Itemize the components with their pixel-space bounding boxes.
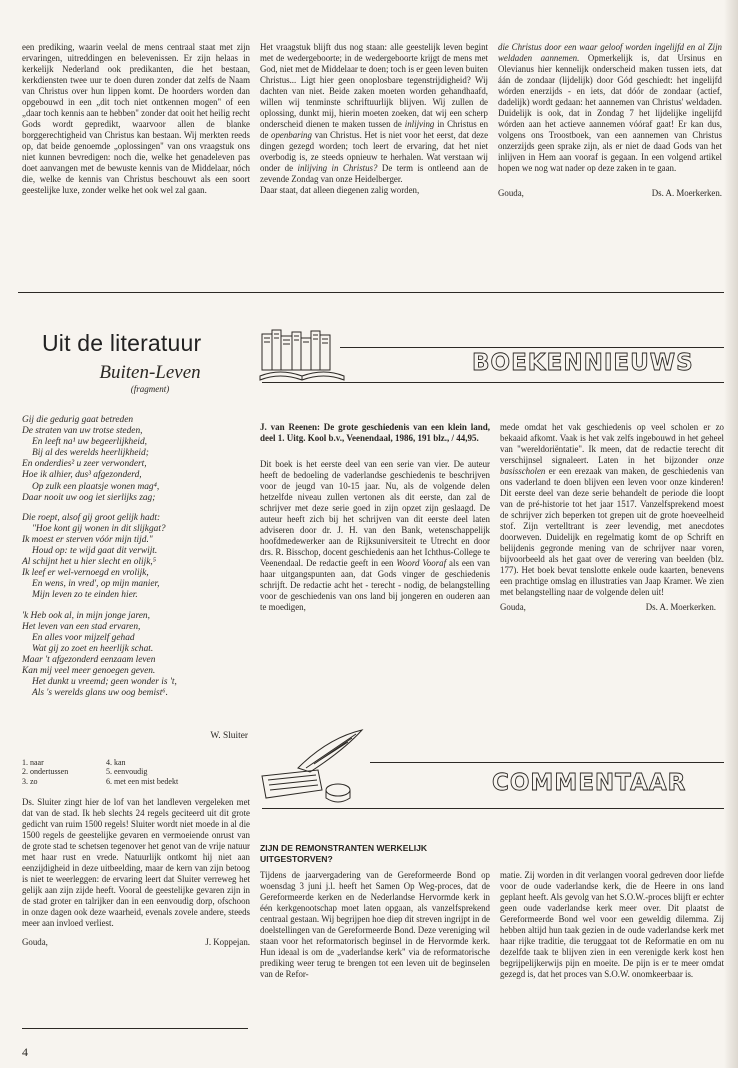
literature-signature bbox=[22, 937, 250, 948]
article-text-2b: Daar staat, dat alleen diegenen zalig worden, bbox=[260, 185, 420, 195]
article-column-2 bbox=[260, 42, 488, 196]
article-column-3 bbox=[498, 42, 722, 199]
poem bbox=[22, 415, 252, 699]
poem-stanza-2: Die roept, alsof gij groot gelijk hadt: "Hoe kont gij wonen in dit slijkgat? Ik moest er sterven vóór mijn tijd." Houd op: te wijd gaat dit verwijt. Al schijnt het u hier slecht en olijk,⁵ Ik leef er wel-vernoegd en vrolijk, En wens, in vred', op mijn manier, Mijn leven zo te einden hier. bbox=[22, 512, 166, 601]
books-banner-line bbox=[262, 382, 725, 383]
article-column-1 bbox=[22, 42, 250, 196]
comment-banner-title: COMMENTAAR bbox=[492, 770, 687, 796]
books-banner-line-top bbox=[340, 347, 725, 348]
poet-name: W. Sluiter bbox=[210, 731, 248, 741]
comment-text-2: matie. Zij worden in dit verlangen vooral gedreven door liefde voor de oude vaderlandse kerk, die de Heere in ons land geplant heeft. Als gevolg van het S.O.W.-proces blijft er echter geen oude vaderlandse kerk meer over. Dit plaatst de Gereformeerde Bond wel voor een geweldig dilemma. Zij hebben altijd hun taak gezien in de oude vaderlandse kerk met haar rijke traditie, die teruggaat tot de Reformatie en om nu dezelfde taak te blijven zien in een verenigde kerk kost hen begrijpelijkerwijs pijn en moeite. De pijn is er te meer omdat gezegd is, dat het proces van S.O.W. onomkeerbaar is. bbox=[500, 870, 724, 979]
article-signature bbox=[498, 188, 722, 199]
quill-illustration bbox=[258, 728, 368, 806]
book-review-text-2: mede omdat het vak geschiedenis op veel scholen er zo bekaaid afkomt. Vaak is het vak zelfs ingebouwd in het geheel van "wereldoriëntatie". Ik meen, dat de redactie terecht dit verschijnsel signaleert. Laten in het bijzonder onze basisscholen er een erezaak van maken, de geschiedenis van ons vaderland te doen blijven een leven voor onze kinderen! Dit eerste deel van deze serie behandelt de periode die loopt van de pré-historie tot het jaar 1517. Vanzelfsprekend moest de schrijver zich beperken tot grepen uit de grote hoeveelheid stof. Zijn vertelltrant is zeer levendig, met anecdotes doorweven. Duidelijk en regelmatig komt de op Schrift en belijdenis gegronde mening van de schrijver naar voren, bijvoorbeeld als het gaat over de verering van beelden (blz. 177). Het boek bevat tenslotte enkele oude kaarten, benevens een prachtige omslag en illustraties van Jaap Kramer. We zien met belangstelling naar de volgende delen uit! bbox=[500, 422, 725, 597]
book-review-column-1 bbox=[260, 459, 490, 613]
signature-place: Gouda, bbox=[500, 602, 526, 612]
page-edge-shadow bbox=[724, 0, 738, 1068]
book-review-column-2 bbox=[500, 422, 724, 613]
comment-text-1: Tijdens de jaarvergadering van de Gereformeerde Bond op woensdag 3 juni j.l. heeft het Samen Op Weg-proces, dat de Gereformeerde kerken en de Nederlandse Hervormde kerk in één kerkgenootschap moet laten opgaan, als vanzelfsprekend centraal gestaan. Wij begrijpen hoe diep dit streven ingrijpt in de doelstellingen van de Gereformeerde Bond. Deze vereniging wil staan voor het reformatorisch beginsel in de Hervormde kerk. Hun ideaal is om de „vaderlandse kerk" via de reformatorische prediking weer terug te brengen tot een leven uit de beginselen van de Refor- bbox=[260, 870, 490, 979]
literature-section-title: Uit de literatuur bbox=[42, 330, 202, 356]
book-review-text-1: Dit boek is het eerste deel van een serie van vier. De auteur heeft de bedoeling de vaderlandse geschiedenis te beschrijven voor de jeugd van 10-15 jaar. Nu, als de volgende delen hetzelfde niveau zullen vertonen als dit eerste, dan zal de schrijver met deze serie goed in zijn opzet zijn geslaagd. De auteur heeft zich bij het schrijven van dit eerste deel laten adviseren door dr. J. H. van den Bank, wetenschappelijk hoofdmedewerker aan de Rijksuniversiteit te Utrecht en door drs. R. Bisschop, docent geschiedenis aan het Ichthus-College te Veenendaal. De redactie geeft in een Woord Vooraf als een van haar uitgangspunten aan, dat Gods vinger de geschiedenis schrijft. De redactie acht het - terecht - nodig, de belangstelling voor de geschiedenis van ons land bij jongeren en ouderen aan te moedigen, bbox=[260, 459, 490, 612]
footnotes-right: 4. kan 5. eenvoudig 6. met een mist bedekt bbox=[106, 758, 179, 786]
literature-commentary-text: Ds. Sluiter zingt hier de lof van het landleven vergeleken met dat van de stad. Ik heb slechts 24 regels geciteerd uit dit grote gedicht van ruim 1500 regels! Sluiter wordt niet moede in al die 1500 regels de geestelijke gevaren en vermoeiende onrust van de grote stad te schetsen tegenover het genot van de vrije natuur met haar rust en vrede. Natuurlijk ontkomt hij niet aan eenzijdigheid in deze uitbeelding, maar de kern van zijn betoog is niet te weerleggen: de ervaring leert dat Sluiter verreweg het gelijk aan zijn zijde heeft. Vooral de geestelijke gevaren zijn in de stad groter en talrijker dan in een eenvoudig dorp, ofschoon in onze dagen ook deze waarheid, evenals zovele andere, steeds meer aan invloed verliest. bbox=[22, 797, 250, 928]
section-divider bbox=[18, 292, 726, 293]
article-text-2: Het vraagstuk blijft dus nog staan: alle geestelijk leven begint met de wedergeboorte; in de wedergeboorte krijgt de mens met God, niet met de Middelaar te doen; toch is er geen leven buiten Christus... Ligt hier geen onoplosbare tegenstrijdigheid? Wij dachten van niet. Beide zaken moeten worden gehandhaafd, willen wij tenminste schriftuurlijk blijven. Wij zullen de oplossing, dunkt mij, hierin moeten zoeken, dat wij een scherp onderscheid dienen te maken tussen de inlijving in Christus en de openbaring van Christus. Het is niet voor het eerst, dat deze dingen gezegd worden; toch leert de ervaring, dat het niet overbodig is, ze steeds opnieuw te herhalen. Wat verstaan wij onder de inlijving in Christus? De term is ontleend aan de zevende Zondag van onze Heidelberger. bbox=[260, 42, 489, 184]
poem-subtitle: (fragment) bbox=[130, 384, 170, 394]
footnotes bbox=[22, 758, 202, 786]
signature-place: Gouda, bbox=[22, 937, 48, 947]
literature-bottom-rule bbox=[22, 1028, 248, 1029]
signature-author: Ds. A. Moerkerken. bbox=[651, 188, 722, 198]
books-illustration bbox=[258, 326, 348, 382]
books-banner-title: BOEKENNIEUWS bbox=[472, 350, 694, 376]
book-review-signature bbox=[500, 602, 724, 613]
article-text-1: een prediking, waarin veelal de mens centraal staat met zijn ervaringen, uitreddingen en belevenissen. Er zijn helaas in kerkelijk Nederland ook predikanten, die het bestaan, kerkdiensten twee uur te doen duren zonder dat zelfs de Naam van Christus over hun lippen komt. De hoorders worden dan opgebouwd in een „dit toch niet ontkennen mogen" of een „daar toch kennis aan te hebben" zonder dat ooit het heilig recht Gods wordt gepredikt, waarvoor allen de blanke borggerechtigheid van Christus kan bestaan. Wij merkten reeds op, dat beide genoemde „oplossingen" van ons vraagstuk ons niet kunnen bevredigen: noch die, welke het genadeleven pas doet aanvangen met de bewuste kennis van de Middelaar, nóch die, welke de kennis van Christus beschouwt als een soort geestelijke luxe, zonder welke het ook wel zal gaan. bbox=[22, 42, 250, 195]
comment-banner-line bbox=[262, 808, 725, 809]
footnotes-left: 1. naar 2. ondertussen 3. zo bbox=[22, 758, 69, 786]
signature-author: Ds. A. Moerkerken. bbox=[645, 602, 716, 612]
comment-heading: ZIJN DE REMONSTRANTEN WERKELIJK UITGESTORVEN? bbox=[260, 843, 428, 864]
article-text-3: die Christus door een waar geloof worden ingelijfd en al Zijn weldaden aannemen. Opmerkelijk is, dat Ursinus en Olevianus hier kennelijk onderscheid maken tussen iets, dat áán de zondaar (lijdelijk) door Gód geschiedt: het ingelijfd wórden enerzijds - en iets, dat dóór de zondaar (actief, dadelijk) wordt gedaan: het aannemen van Christus' weldaden. Duidelijk is ook, dat in Zondag 7 het lijdelijke ingelijfd wórden aan het actieve aannemen vóóraf gaat! Er kan dus, volgens ons Troostboek, van een aannemen van Christus onzerzijds geen sprake zijn, als er niet de daad Gods van het inlijven in Hem aan vooraf is gegaan. In een volgend artikel hopen we nog wat nader op deze zaken in te gaan. bbox=[498, 42, 723, 173]
comment-banner-line-top bbox=[370, 762, 725, 763]
comment-column-1 bbox=[260, 870, 490, 980]
signature-place: Gouda, bbox=[498, 188, 524, 198]
signature-author: J. Koppejan. bbox=[205, 937, 250, 947]
book-review-heading: J. van Reenen: De grote geschiedenis van een klein land, deel 1. Uitg. Kool b.v., Veenendaal, 1986, 191 blz., / 44,95. bbox=[260, 422, 490, 443]
poem-stanza-3: 'k Heb ook al, in mijn jonge jaren, Het leven van een stad ervaren, En alles voor mijzelf gehad Wat gij zo zoet en heerlijk schat. Maar 't afgezonderd eenzaam leven Kan mij veel meer genoegen geven. Het dunkt u vreemd; geen wonder is 't, Als 's werelds glans uw oog bemist⁶. bbox=[22, 610, 177, 699]
page-number: 4 bbox=[22, 1045, 28, 1059]
literature-commentary bbox=[22, 797, 250, 948]
poem-stanza-1: Gij die gedurig gaat betreden De straten van uw trotse steden, En leeft na¹ uw begeerlijkheid, Bij al des werelds heerlijkheid; En onderdies² u zeer verwondert, Hoe ik alhier, dus³ afgezonderd, Op zulk een plaatsje wonen mag⁴, Daar nooit uw oog iet sierlijks zag; bbox=[22, 415, 160, 503]
poem-title: Buiten-Leven bbox=[99, 362, 201, 383]
comment-column-2 bbox=[500, 870, 724, 980]
